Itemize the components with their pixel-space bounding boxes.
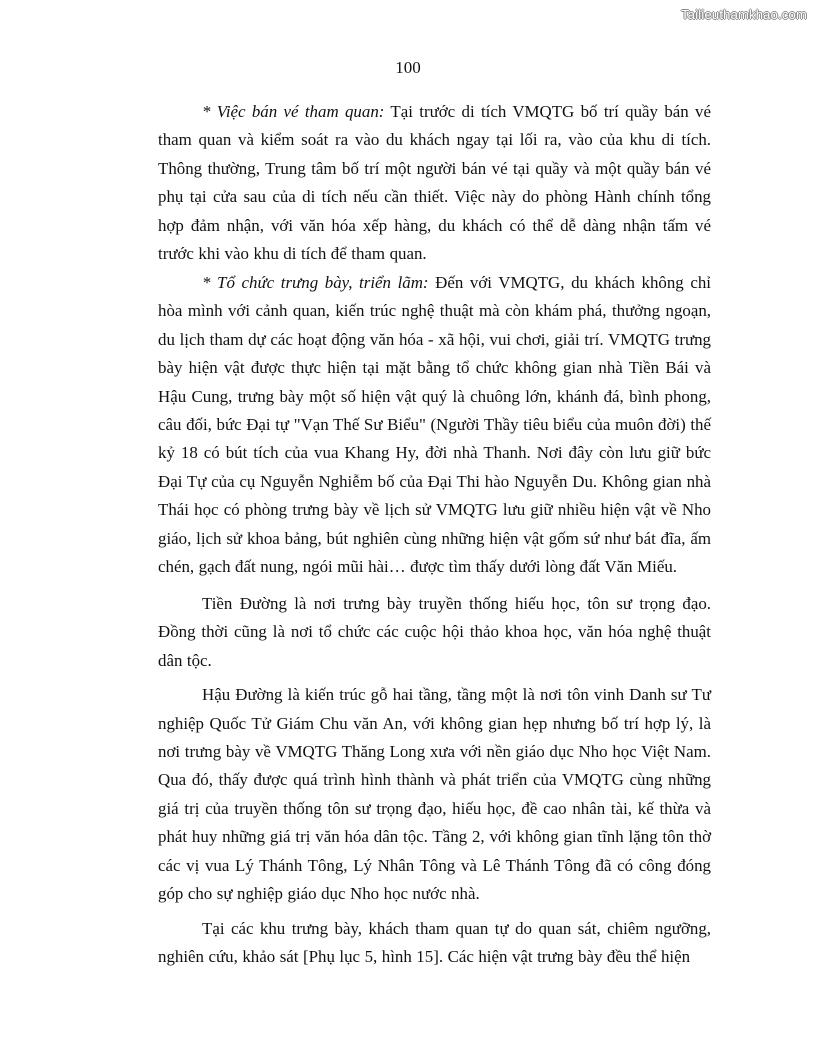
paragraph-tien-duong (158, 590, 711, 675)
page-number: 100 (395, 58, 421, 77)
paragraph-text: Tại các khu trưng bày, khách tham quan tự do quan sát, chiêm ngưỡng, nghiên cứu, khảo sát [Phụ lục 5, hình 15]. Các hiện vật trưng bày đều thể hiện (158, 918, 711, 967)
paragraph-lead: * Tổ chức trưng bày, triển lãm: (202, 272, 429, 292)
watermark: Tailieuthamkhao.com (681, 7, 807, 22)
paragraph-text: Tại trước di tích VMQTG bố trí quầy bán vé tham quan và kiểm soát ra vào du khách ngay tại lối ra, vào của khu di tích. Thông thường, Trung tâm bố trí một người bán vé tại quầy và một quầy bán vé phụ tại cửa sau của di tích nếu cần thiết. Việc này do phòng Hành chính tổng hợp đảm nhận, với văn hóa xếp hàng, du khách có thể dễ dàng nhận tấm vé trước khi vào khu di tích để tham quan. (158, 102, 711, 264)
paragraph-ticket-sales (158, 98, 711, 269)
document-body (158, 98, 711, 972)
paragraph-text: Tiền Đường là nơi trưng bày truyền thống hiếu học, tôn sư trọng đạo. Đồng thời cũng là nơi tổ chức các cuộc hội thảo khoa học, văn hóa nghệ thuật dân tộc. (158, 593, 711, 670)
paragraph-text: Hậu Đường là kiến trúc gỗ hai tầng, tầng một là nơi tôn vinh Danh sư Tư nghiệp Quốc Tử Giám Chu văn An, với không gian hẹp nhưng bố trí hợp lý, là nơi trưng bày về VMQTG Thăng Long xưa với nền giáo dục Nho học Việt Nam. Qua đó, thấy được quá trình hình thành và phát triển của VMQTG cùng những giá trị của truyền thống tôn sư trọng đạo, hiếu học, đề cao nhân tài, kế thừa và phát huy những giá trị văn hóa dân tộc. Tầng 2, với không gian tĩnh lặng tôn thờ các vị vua Lý Thánh Tông, Lý Nhân Tông và Lê Thánh Tông đã có công đóng góp cho sự nghiệp giáo dục Nho học nước nhà. (158, 685, 711, 904)
paragraph-text: Đến với VMQTG, du khách không chỉ hòa mình với cảnh quan, kiến trúc nghệ thuật mà còn khám phá, thưởng ngoạn, du lịch tham dự các hoạt động văn hóa - xã hội, vui chơi, giải trí. VMQTG trưng bày hiện vật được thực hiện tại mặt bằng tổ chức không gian nhà Tiền Bái và Hậu Cung, trưng bày một số hiện vật quý là chuông lớn, khánh đá, bình phong, câu đối, bức Đại tự "Vạn Thế Sư Biểu" (Người Thầy tiêu biểu của muôn đời) thế kỷ 18 có bút tích của vua Khang Hy, đời nhà Thanh. Nơi đây còn lưu giữ bức Đại Tự của cụ Nguyễn Nghiễm bố của Đại Thi hào Nguyễn Du. Không gian nhà Thái học có phòng trưng bày về lịch sử VMQTG lưu giữ nhiều hiện vật về Nho giáo, lịch sử khoa bảng, bút nghiên cùng những hiện vật gốm sứ như bát đĩa, ấm chén, gạch đất nung, ngói mũi hài… được tìm thấy dưới lòng đất Văn Miếu. (158, 272, 711, 577)
paragraph-hau-duong (158, 681, 711, 909)
paragraph-exhibitions (158, 269, 711, 582)
paragraph-display-areas (158, 915, 711, 972)
paragraph-lead: * Việc bán vé tham quan: (202, 102, 385, 121)
